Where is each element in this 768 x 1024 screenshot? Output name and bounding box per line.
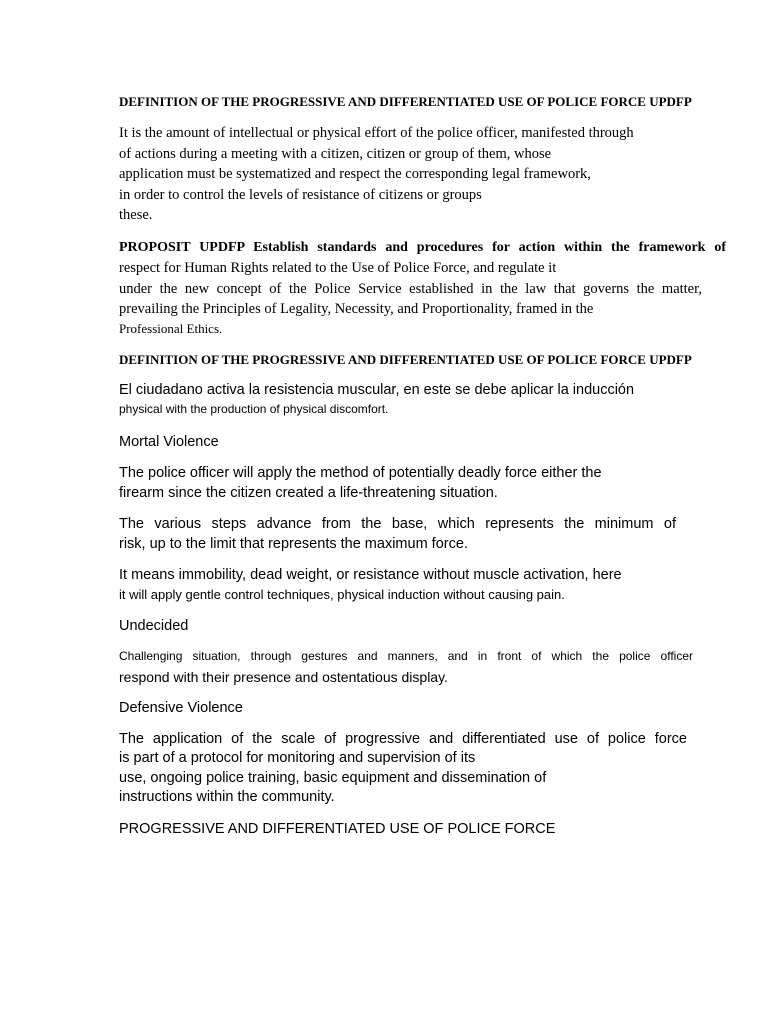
body-line: is part of a protocol for monitoring and supervision of its (119, 750, 476, 766)
definition-line: these. (119, 207, 153, 223)
body-line: The police officer will apply the method of potentially deadly force either the (119, 465, 602, 481)
section-heading: DEFINITION OF THE PROGRESSIVE AND DIFFERENTIATED USE OF POLICE FORCE UPDFP (119, 352, 692, 367)
body-line: The application of the scale of progressive and differentiated use of police force (119, 731, 687, 747)
subheading-undecided: Undecided (119, 618, 189, 634)
body-line: respond with their presence and ostentatious display. (119, 669, 448, 685)
body-line: El ciudadano activa la resistencia muscular, en este se debe aplicar la inducción (119, 382, 635, 398)
body-line: The various steps advance from the base, which represents the minimum of (119, 516, 676, 532)
body-line: risk, up to the limit that represents the maximum force. (119, 536, 468, 552)
body-line: firearm since the citizen created a life-threatening situation. (119, 485, 498, 501)
body-line: instructions within the community. (119, 789, 335, 805)
purpose-line: prevailing the Principles of Legality, Necessity, and Proportionality, framed in the (119, 301, 594, 317)
purpose-line: respect for Human Rights related to the Use of Police Force, and regulate it (119, 260, 557, 276)
purpose-line: under the new concept of the Police Service established in the law that governs the matter, (119, 281, 702, 297)
definition-line: application must be systematized and respect the corresponding legal framework, (119, 166, 591, 182)
subheading-mortal-violence: Mortal Violence (119, 434, 219, 450)
subheading-defensive-violence: Defensive Violence (119, 700, 243, 716)
body-line: physical with the production of physical discomfort. (119, 402, 389, 416)
body-line: It means immobility, dead weight, or resistance without muscle activation, here (119, 567, 622, 583)
body-line: use, ongoing police training, basic equipment and dissemination of (119, 770, 547, 786)
definition-line: It is the amount of intellectual or physical effort of the police officer, manifested through (119, 125, 634, 141)
footer-heading: PROGRESSIVE AND DIFFERENTIATED USE OF POLICE FORCE (119, 821, 556, 837)
definition-line: of actions during a meeting with a citizen, citizen or group of them, whose (119, 146, 552, 162)
definition-line: in order to control the levels of resistance of citizens or groups (119, 187, 482, 203)
purpose-line: Professional Ethics. (119, 321, 223, 336)
body-line: it will apply gentle control techniques, physical induction without causing pain. (119, 587, 565, 602)
purpose-heading-line: PROPOSIT UPDFP Establish standards and procedures for action within the framework of (119, 240, 726, 255)
body-line: Challenging situation, through gestures and manners, and in front of which the police officer (119, 649, 693, 663)
section-heading: DEFINITION OF THE PROGRESSIVE AND DIFFERENTIATED USE OF POLICE FORCE UPDFP (119, 94, 692, 109)
